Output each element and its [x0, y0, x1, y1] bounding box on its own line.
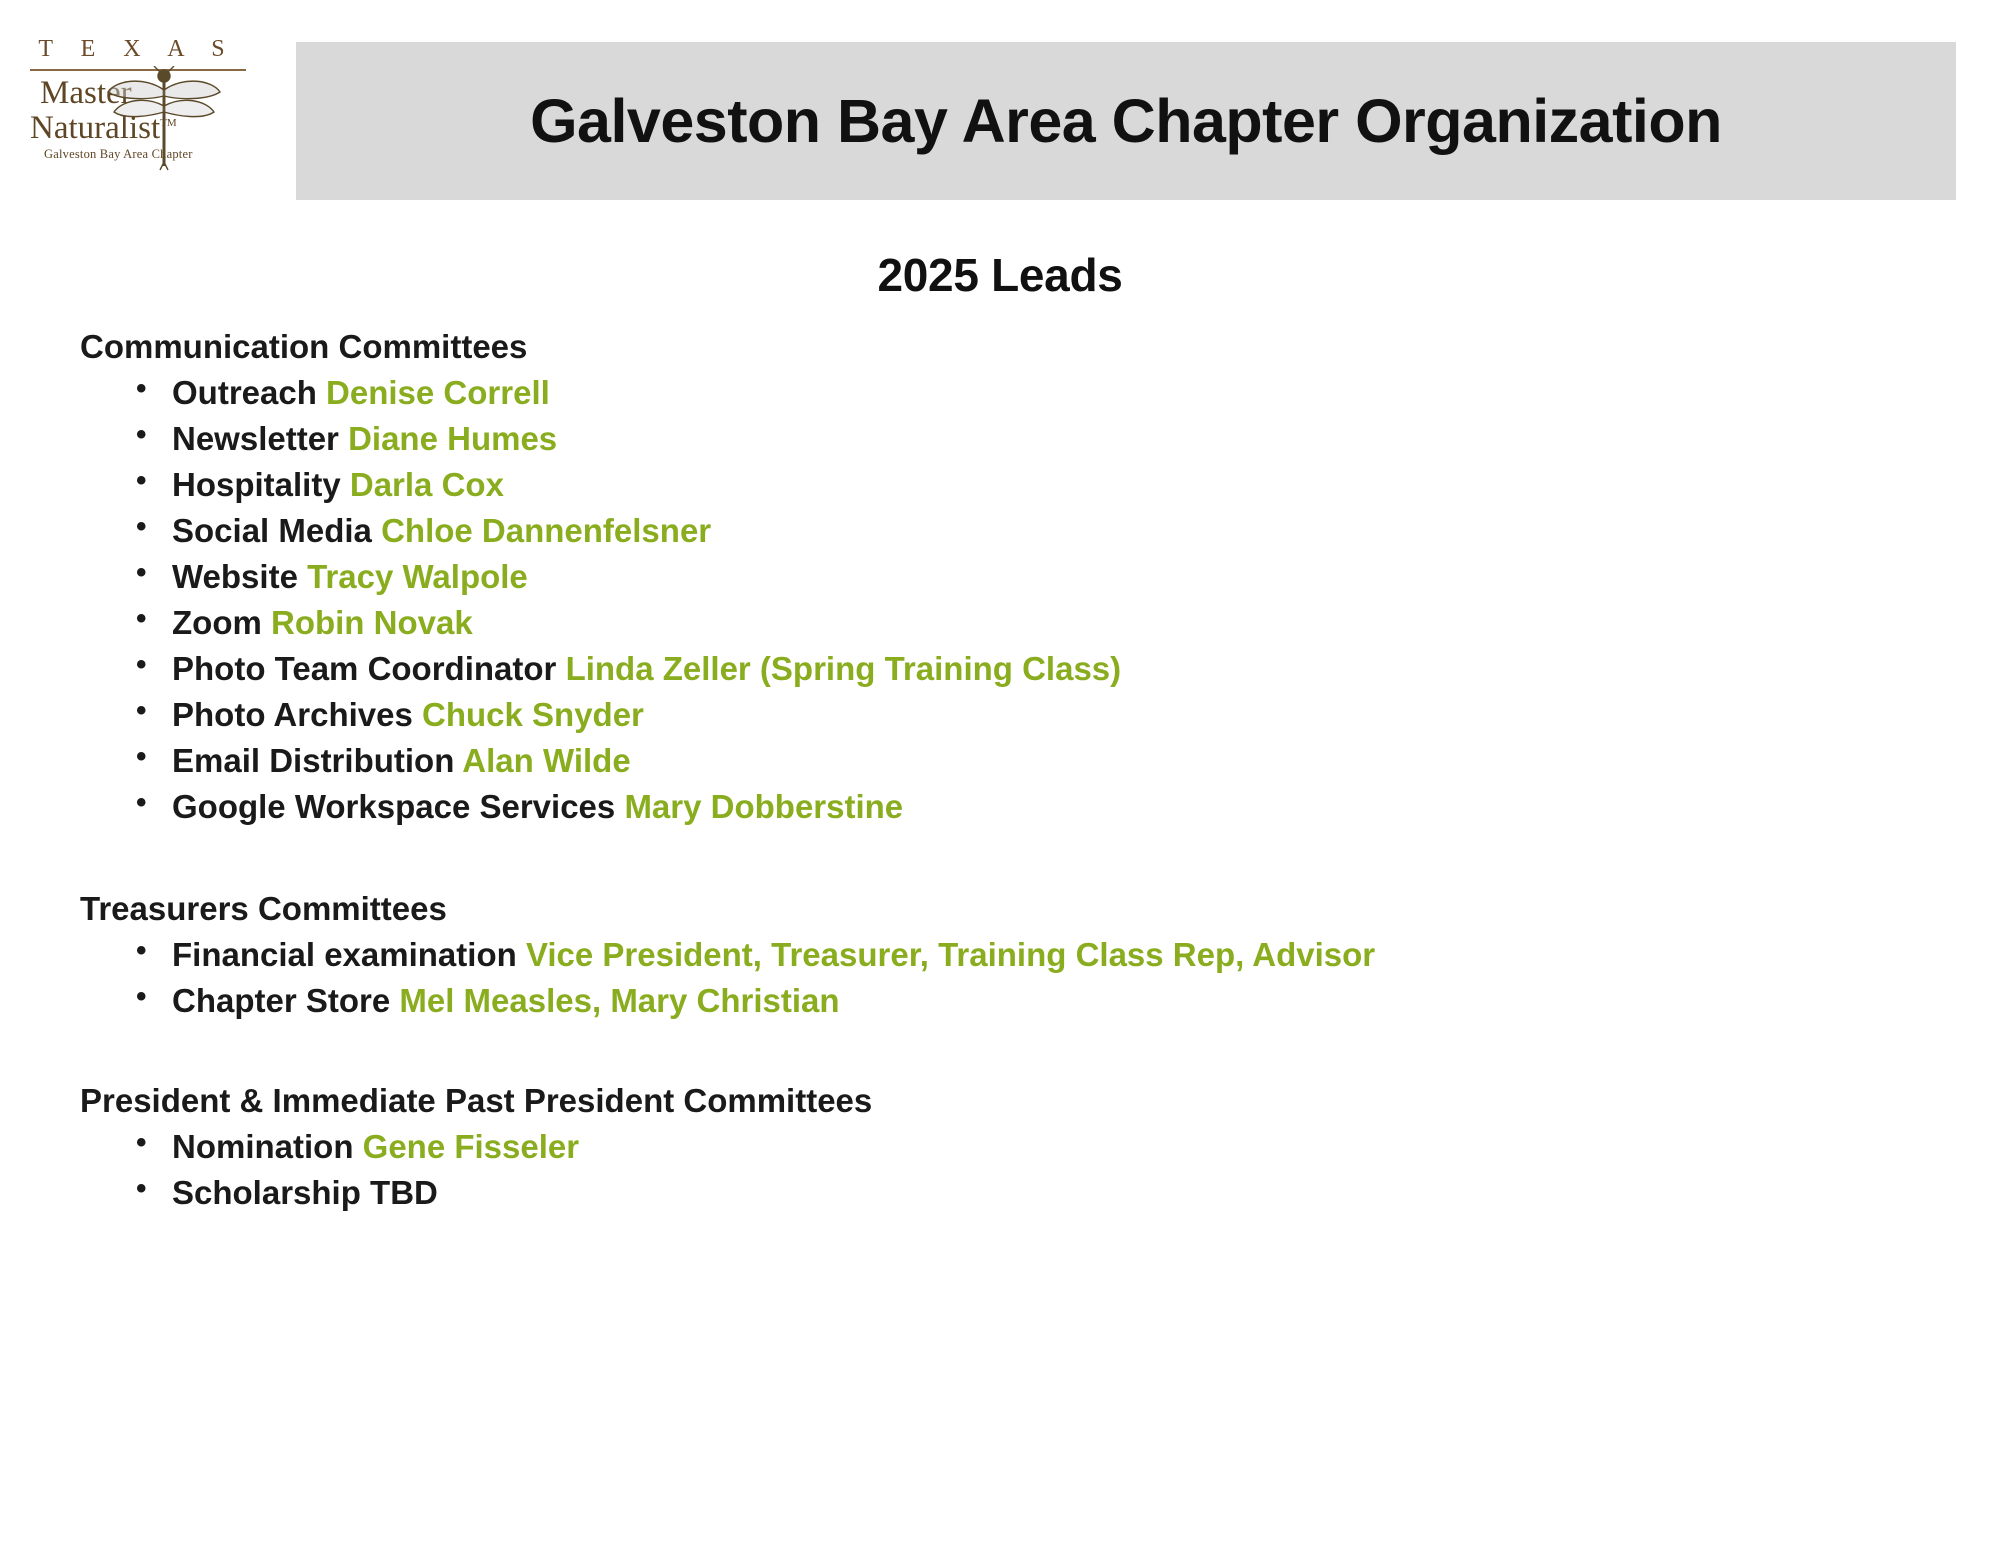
role-label: Email Distribution	[172, 742, 463, 780]
logo-chapter-text: Galveston Bay Area Chapter	[44, 147, 193, 161]
role-label: Photo Archives	[172, 696, 422, 734]
page-subtitle: 2025 Leads	[877, 249, 1123, 301]
list-item	[128, 508, 2000, 554]
role-label: Hospitality	[172, 466, 350, 504]
chapter-logo	[22, 32, 272, 197]
list-item	[128, 1124, 2000, 1170]
section-heading-treasurers: Treasurers Committees	[80, 890, 447, 928]
list-treasurers	[80, 932, 2000, 1024]
slide-header	[0, 0, 2000, 200]
role-label: Outreach	[172, 374, 327, 411]
role-label: Scholarship TBD	[172, 1174, 438, 1212]
lead-name: Gene Fisseler	[362, 1128, 580, 1166]
list-president	[80, 1124, 2000, 1216]
lead-name: Tracy Walpole	[307, 558, 528, 596]
role-label: Newsletter	[172, 420, 349, 458]
lead-name: Alan Wilde	[462, 742, 631, 780]
role-label: Zoom	[172, 604, 271, 642]
lead-name: Chloe Dannenfelsner	[381, 512, 712, 550]
lead-name: Vice President, Treasurer, Training Class Rep, Advisor	[525, 936, 1376, 974]
section-spacer	[80, 1024, 2000, 1082]
role-label: Nomination	[172, 1128, 363, 1166]
list-item	[128, 1170, 2000, 1216]
role-label: Website	[172, 558, 308, 596]
lead-name: Mary Dobberstine	[624, 788, 904, 826]
logo-master-text: Master	[40, 75, 132, 111]
logo-naturalist-text: Naturalist™	[30, 110, 177, 146]
logo-tm-mark: TM	[160, 117, 177, 129]
title-banner	[296, 42, 1956, 200]
list-item	[128, 784, 2000, 830]
list-item	[128, 554, 2000, 600]
list-communication	[80, 370, 2000, 830]
list-item	[128, 646, 2000, 692]
list-item	[128, 738, 2000, 784]
logo-texas-text: T E X A S	[38, 36, 236, 62]
lead-name: Robin Novak	[270, 604, 473, 642]
dragonfly-icon	[104, 66, 224, 176]
committee-list	[0, 328, 2000, 1216]
section-heading-communication: Communication Committees	[80, 328, 528, 365]
list-item	[128, 978, 2000, 1024]
role-label: Financial examination	[172, 936, 526, 974]
lead-name: Diane Humes	[348, 420, 558, 458]
list-item	[128, 416, 2000, 462]
list-item	[128, 600, 2000, 646]
lead-name: Mel Measles, Mary Christian	[399, 982, 840, 1020]
list-item	[128, 462, 2000, 508]
list-item	[128, 370, 2000, 416]
lead-name: Darla Cox	[349, 466, 504, 504]
role-label: Photo Team Coordinator	[172, 650, 566, 688]
lead-name: Linda Zeller (Spring Training Class)	[565, 650, 1122, 688]
section-spacer	[80, 830, 2000, 890]
list-item	[128, 692, 2000, 738]
role-label: Social Media	[172, 512, 382, 550]
lead-name: Chuck Snyder	[422, 696, 644, 734]
page-title: Galveston Bay Area Chapter Organization	[530, 87, 1722, 155]
section-heading-president: President & Immediate Past President Committees	[80, 1082, 873, 1120]
list-item	[128, 932, 2000, 978]
role-label: Chapter Store	[172, 982, 400, 1020]
role-label: Google Workspace Services	[172, 788, 625, 826]
lead-name: Denise Correll	[326, 374, 550, 411]
